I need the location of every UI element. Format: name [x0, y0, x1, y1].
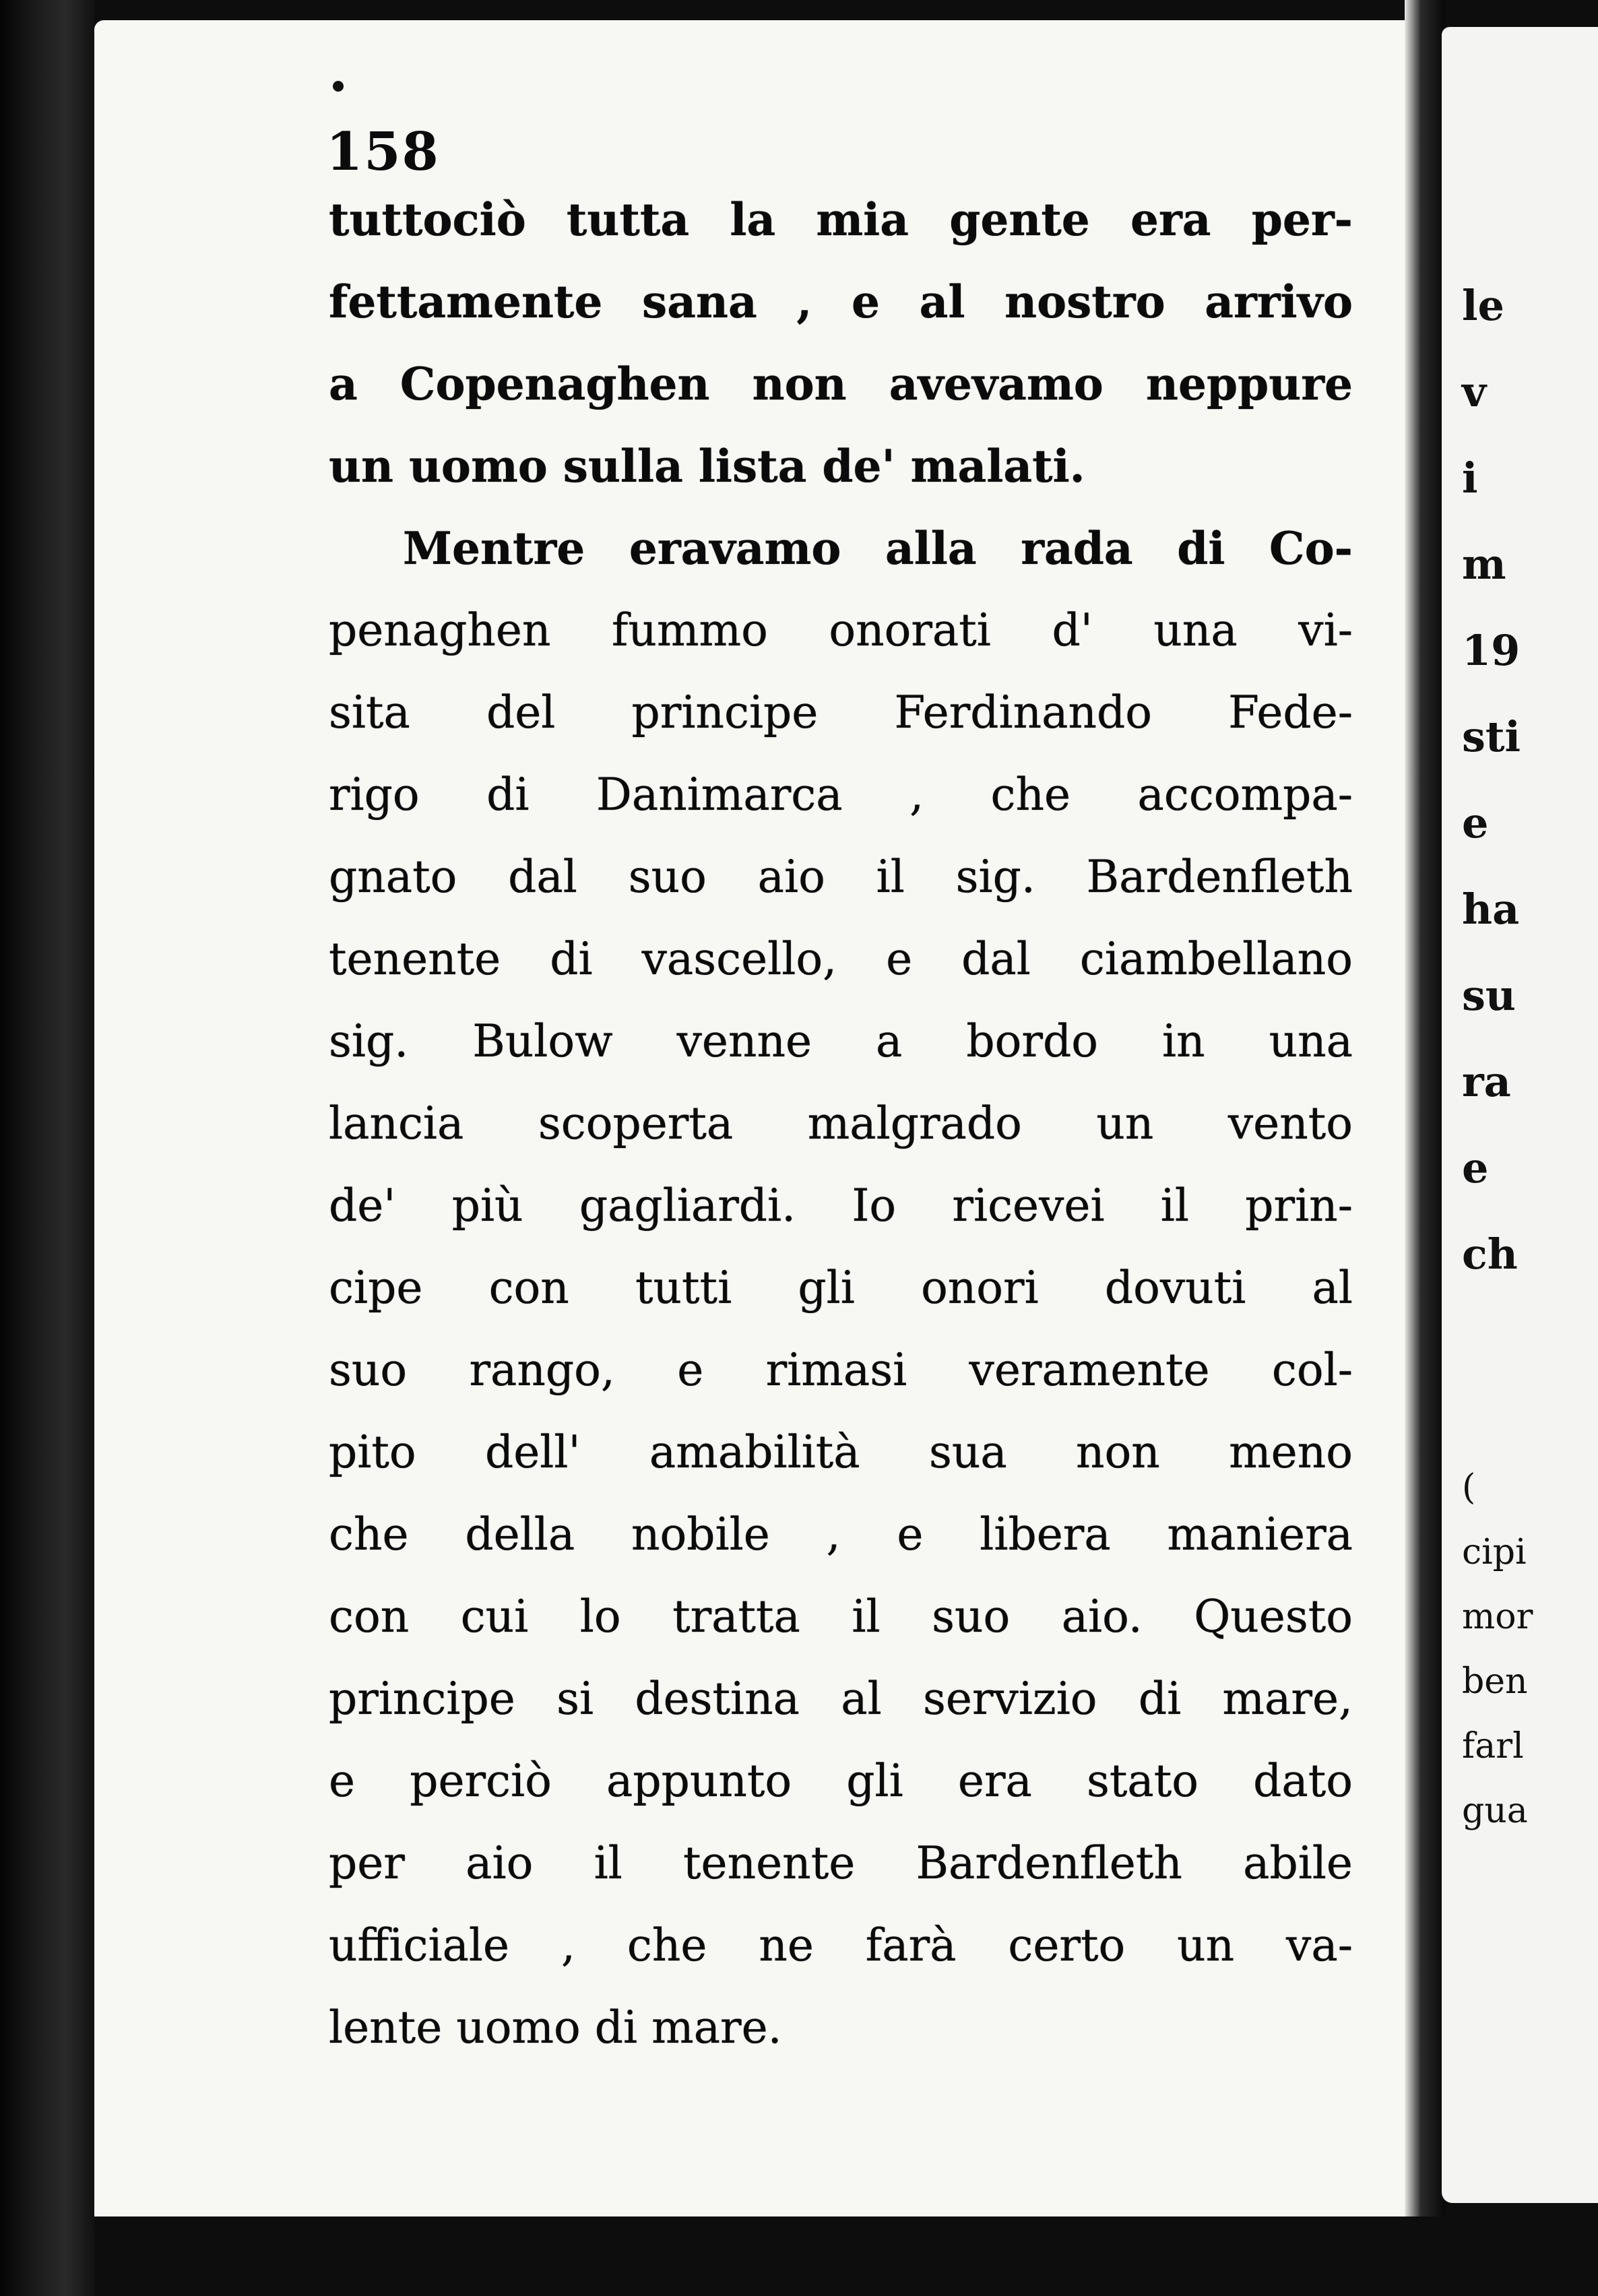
page-gutter: [1405, 0, 1445, 2296]
text-line: tenente di vascello, e dal ciambellano: [329, 933, 1353, 985]
page-number: 158: [326, 121, 440, 183]
text-line: tuttociò tutta la mia gente era per-: [329, 193, 1353, 246]
text-line: ufficiale , che ne farà certo un va-: [329, 1919, 1353, 1971]
book-binding: [0, 0, 94, 2296]
facing-line: le: [1462, 281, 1504, 330]
facing-note: farl: [1462, 1726, 1524, 1766]
facing-line: ra: [1462, 1057, 1511, 1106]
facing-line: 19: [1462, 626, 1521, 675]
text-line: de' più gagliardi. Io ricevei il prin-: [329, 1180, 1353, 1232]
facing-line: e: [1462, 798, 1489, 848]
facing-note: ben: [1462, 1661, 1528, 1702]
facing-note: gua: [1462, 1791, 1528, 1831]
text-line: fettamente sana , e al nostro arrivo: [329, 276, 1353, 328]
text-line: pito dell' amabilità sua non meno: [329, 1426, 1353, 1478]
text-line: suo rango, e rimasi veramente col-: [329, 1344, 1353, 1396]
facing-line: su: [1462, 971, 1516, 1020]
bottom-shadow: [94, 2217, 1598, 2296]
facing-note: cipi: [1462, 1532, 1527, 1572]
text-line: rigo di Danimarca , che accompa-: [329, 769, 1353, 821]
text-line: Mentre eravamo alla rada di Co-: [403, 522, 1353, 575]
facing-line: i: [1462, 453, 1478, 503]
ink-dot: [333, 81, 344, 92]
text-line: un uomo sulla lista de' malati.: [329, 440, 1085, 492]
facing-line: v: [1462, 367, 1487, 416]
text-line: sig. Bulow venne a bordo in una: [329, 1015, 1353, 1067]
text-line: per aio il tenente Bardenfleth abile: [329, 1837, 1353, 1889]
facing-note: mor: [1462, 1597, 1533, 1637]
text-line: sita del principe Ferdinando Fede-: [329, 687, 1353, 738]
facing-line: ha: [1462, 885, 1520, 934]
text-line: a Copenaghen non avevamo neppure: [329, 358, 1353, 410]
facing-page-text: [1462, 263, 1598, 1298]
text-line: gnato dal suo aio il sig. Bardenfleth: [329, 851, 1353, 903]
body-text: [329, 179, 1353, 2069]
text-line: e perciò appunto gli era stato dato: [329, 1755, 1353, 1807]
facing-line: ch: [1462, 1230, 1518, 1279]
facing-note: (: [1462, 1467, 1476, 1508]
text-line: lancia scoperta malgrado un vento: [329, 1097, 1353, 1149]
facing-line: m: [1462, 540, 1506, 589]
facing-line: e: [1462, 1143, 1489, 1192]
text-line: penaghen fummo onorati d' una vi-: [329, 604, 1353, 656]
text-line: principe si destina al servizio di mare,: [329, 1673, 1353, 1725]
text-line: lente uomo di mare.: [329, 2002, 782, 2053]
text-line: con cui lo tratta il suo aio. Questo: [329, 1591, 1353, 1643]
text-line: cipe con tutti gli onori dovuti al: [329, 1262, 1353, 1314]
facing-page-notes: [1462, 1455, 1598, 1843]
facing-line: sti: [1462, 712, 1521, 761]
text-line: che della nobile , e libera maniera: [329, 1508, 1353, 1560]
